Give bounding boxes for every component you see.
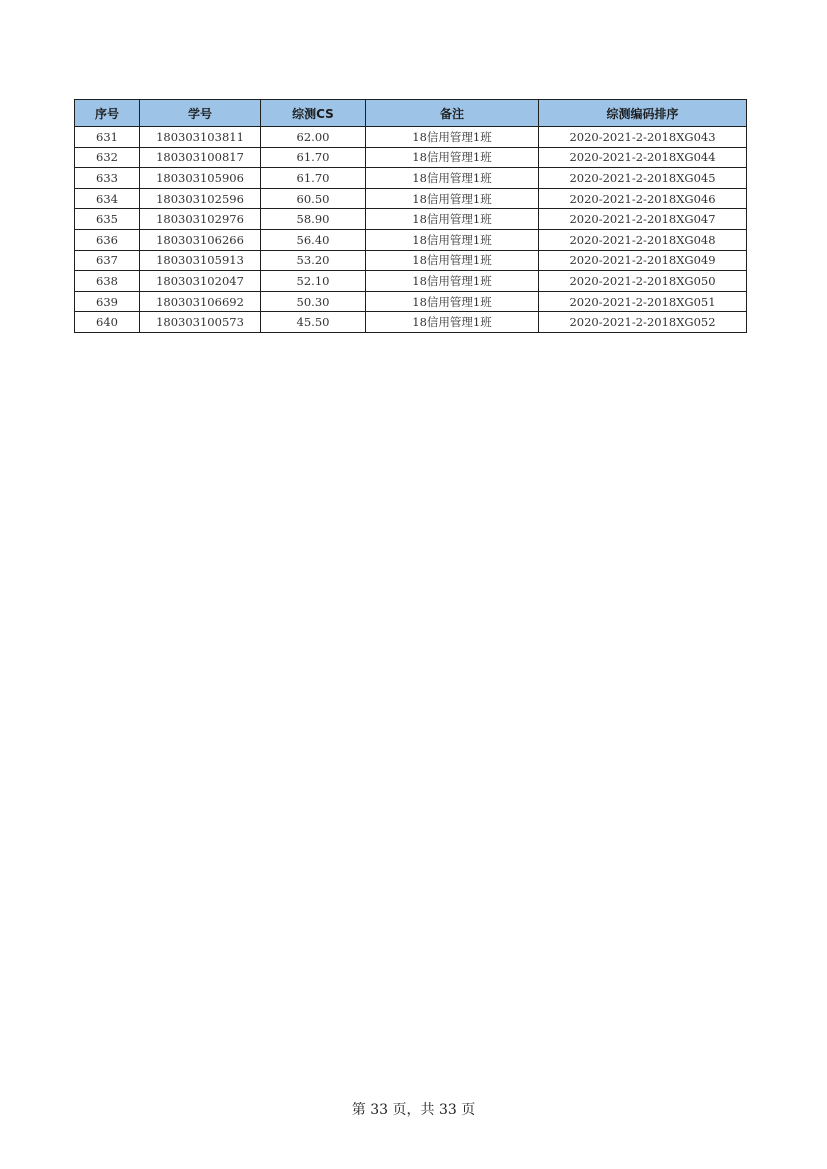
- cell-code: 2020-2021-2-2018XG046: [539, 188, 747, 209]
- cell-remark: 18信用管理1班: [366, 147, 539, 168]
- cell-student-id: 180303100817: [140, 147, 261, 168]
- table-row: [75, 168, 747, 189]
- cell-score: 45.50: [261, 312, 366, 333]
- cell-remark: 18信用管理1班: [366, 188, 539, 209]
- cell-index: 636: [75, 229, 140, 250]
- cell-student-id: 180303103811: [140, 127, 261, 148]
- cell-code: 2020-2021-2-2018XG047: [539, 209, 747, 230]
- cell-remark: 18信用管理1班: [366, 291, 539, 312]
- cell-score: 60.50: [261, 188, 366, 209]
- cell-index: 638: [75, 271, 140, 292]
- cell-code: 2020-2021-2-2018XG048: [539, 229, 747, 250]
- cell-remark: 18信用管理1班: [366, 250, 539, 271]
- cell-remark: 18信用管理1班: [366, 312, 539, 333]
- cell-index: 637: [75, 250, 140, 271]
- cell-student-id: 180303105906: [140, 168, 261, 189]
- cell-remark: 18信用管理1班: [366, 209, 539, 230]
- table-row: [75, 127, 747, 148]
- page-number: 第 33 页，共 33 页: [351, 1102, 476, 1118]
- cell-index: 639: [75, 291, 140, 312]
- cell-score: 58.90: [261, 209, 366, 230]
- cell-student-id: 180303105913: [140, 250, 261, 271]
- cell-score: 62.00: [261, 127, 366, 148]
- cell-student-id: 180303102047: [140, 271, 261, 292]
- cell-score: 56.40: [261, 229, 366, 250]
- cell-student-id: 180303102596: [140, 188, 261, 209]
- cell-index: 631: [75, 127, 140, 148]
- table-row: [75, 271, 747, 292]
- cell-code: 2020-2021-2-2018XG052: [539, 312, 747, 333]
- cell-code: 2020-2021-2-2018XG043: [539, 127, 747, 148]
- table-header: [75, 100, 747, 127]
- score-table: [74, 99, 747, 333]
- cell-remark: 18信用管理1班: [366, 271, 539, 292]
- column-header-index: 序号: [75, 100, 140, 127]
- cell-index: 632: [75, 147, 140, 168]
- cell-remark: 18信用管理1班: [366, 168, 539, 189]
- cell-code: 2020-2021-2-2018XG045: [539, 168, 747, 189]
- cell-student-id: 180303106692: [140, 291, 261, 312]
- column-header-remark: 备注: [366, 100, 539, 127]
- cell-remark: 18信用管理1班: [366, 127, 539, 148]
- column-header-student-id: 学号: [140, 100, 261, 127]
- cell-index: 634: [75, 188, 140, 209]
- column-header-score: 综测CS: [261, 100, 366, 127]
- cell-code: 2020-2021-2-2018XG051: [539, 291, 747, 312]
- cell-index: 640: [75, 312, 140, 333]
- cell-score: 52.10: [261, 271, 366, 292]
- cell-index: 635: [75, 209, 140, 230]
- cell-code: 2020-2021-2-2018XG050: [539, 271, 747, 292]
- table-body: [75, 127, 747, 333]
- cell-code: 2020-2021-2-2018XG044: [539, 147, 747, 168]
- cell-score: 61.70: [261, 147, 366, 168]
- table-row: [75, 229, 747, 250]
- cell-student-id: 180303100573: [140, 312, 261, 333]
- table-row: [75, 188, 747, 209]
- table-row: [75, 291, 747, 312]
- column-header-code: 综测编码排序: [539, 100, 747, 127]
- cell-student-id: 180303106266: [140, 229, 261, 250]
- table-row: [75, 312, 747, 333]
- cell-code: 2020-2021-2-2018XG049: [539, 250, 747, 271]
- cell-score: 50.30: [261, 291, 366, 312]
- table-row: [75, 250, 747, 271]
- cell-remark: 18信用管理1班: [366, 229, 539, 250]
- cell-score: 61.70: [261, 168, 366, 189]
- table-row: [75, 209, 747, 230]
- header-row: [75, 100, 747, 127]
- cell-index: 633: [75, 168, 140, 189]
- cell-score: 53.20: [261, 250, 366, 271]
- cell-student-id: 180303102976: [140, 209, 261, 230]
- table-row: [75, 147, 747, 168]
